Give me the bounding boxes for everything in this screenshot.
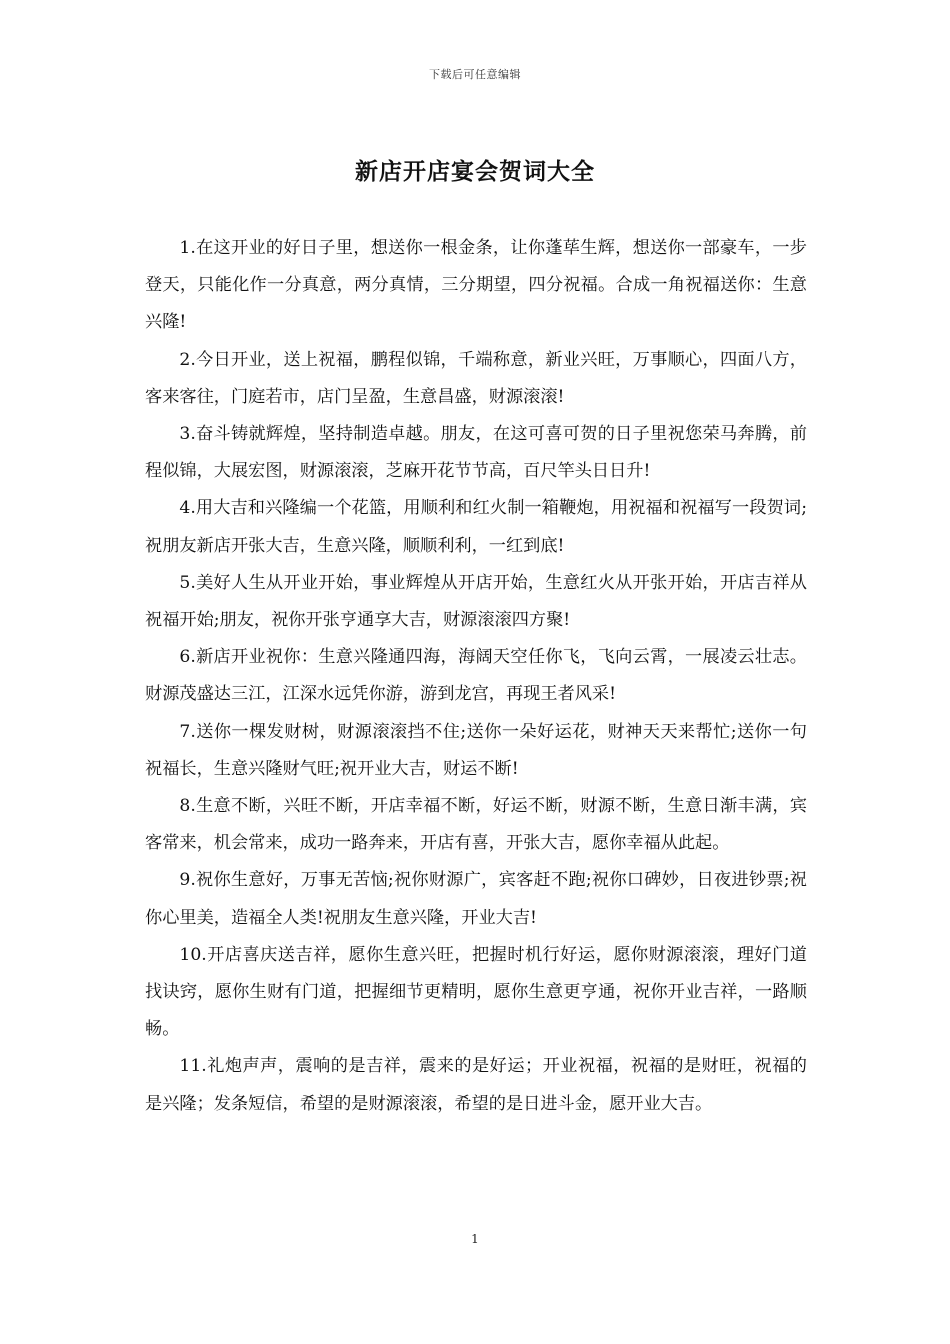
paragraph-7: 7.送你一棵发财树，财源滚滚挡不住;送你一朵好运花，财神天天来帮忙;送你一句祝福长，生意兴隆财气旺;祝开业大吉，财运不断!	[145, 721, 807, 779]
document-body	[145, 230, 807, 1123]
document-title: 新店开店宴会贺词大全	[355, 158, 595, 185]
paragraph-10: 10.开店喜庆送吉祥，愿你生意兴旺，把握时机行好运，愿你财源滚滚，理好门道找诀窍，愿你生财有门道，把握细节更精明，愿你生意更亨通，祝你开业吉祥，一路顺畅。	[145, 944, 807, 1040]
page-number: 1	[471, 1232, 479, 1246]
paragraph-4: 4.用大吉和兴隆编一个花篮，用顺利和红火制一箱鞭炮，用祝福和祝福写一段贺词;祝朋友新店开张大吉，生意兴隆，顺顺利利，一红到底!	[145, 498, 807, 556]
paragraph-6: 6.新店开业祝你：生意兴隆通四海，海阔天空任你飞，飞向云霄，一展凌云壮志。财源茂盛达三江，江深水远凭你游，游到龙宫，再现王者风采!	[145, 647, 807, 705]
header-note: 下载后可任意编辑	[429, 68, 521, 81]
paragraph-8: 8.生意不断，兴旺不断，开店幸福不断，好运不断，财源不断，生意日渐丰满，宾客常来，机会常来，成功一路奔来，开店有喜，开张大吉，愿你幸福从此起。	[145, 796, 807, 854]
paragraph-9: 9.祝你生意好，万事无苦恼;祝你财源广，宾客赶不跑;祝你口碑妙，日夜进钞票;祝你心里美，造福全人类!祝朋友生意兴隆，开业大吉!	[145, 870, 807, 928]
paragraph-3: 3.奋斗铸就辉煌，坚持制造卓越。朋友，在这可喜可贺的日子里祝您荣马奔腾，前程似锦，大展宏图，财源滚滚，芝麻开花节节高，百尺竿头日日升!	[145, 424, 807, 482]
paragraph-5: 5.美好人生从开业开始，事业辉煌从开店开始，生意红火从开张开始，开店吉祥从祝福开始;朋友，祝你开张亨通享大吉，财源滚滚四方聚!	[145, 572, 807, 631]
paragraph-11: 11.礼炮声声，震响的是吉祥，震来的是好运；开业祝福，祝福的是财旺，祝福的是兴隆；发条短信，希望的是财源滚滚，希望的是日进斗金，愿开业大吉。	[145, 1056, 807, 1114]
paragraph-1: 1.在这开业的好日子里，想送你一根金条，让你蓬荜生辉，想送你一部豪车，一步登天，只能化作一分真意，两分真情，三分期望，四分祝福。合成一角祝福送你：生意兴隆!	[145, 238, 807, 333]
paragraph-2: 2.今日开业，送上祝福，鹏程似锦，千端称意，新业兴旺，万事顺心，四面八方，客来客往，门庭若市，店门呈盈，生意昌盛，财源滚滚!	[145, 349, 807, 407]
